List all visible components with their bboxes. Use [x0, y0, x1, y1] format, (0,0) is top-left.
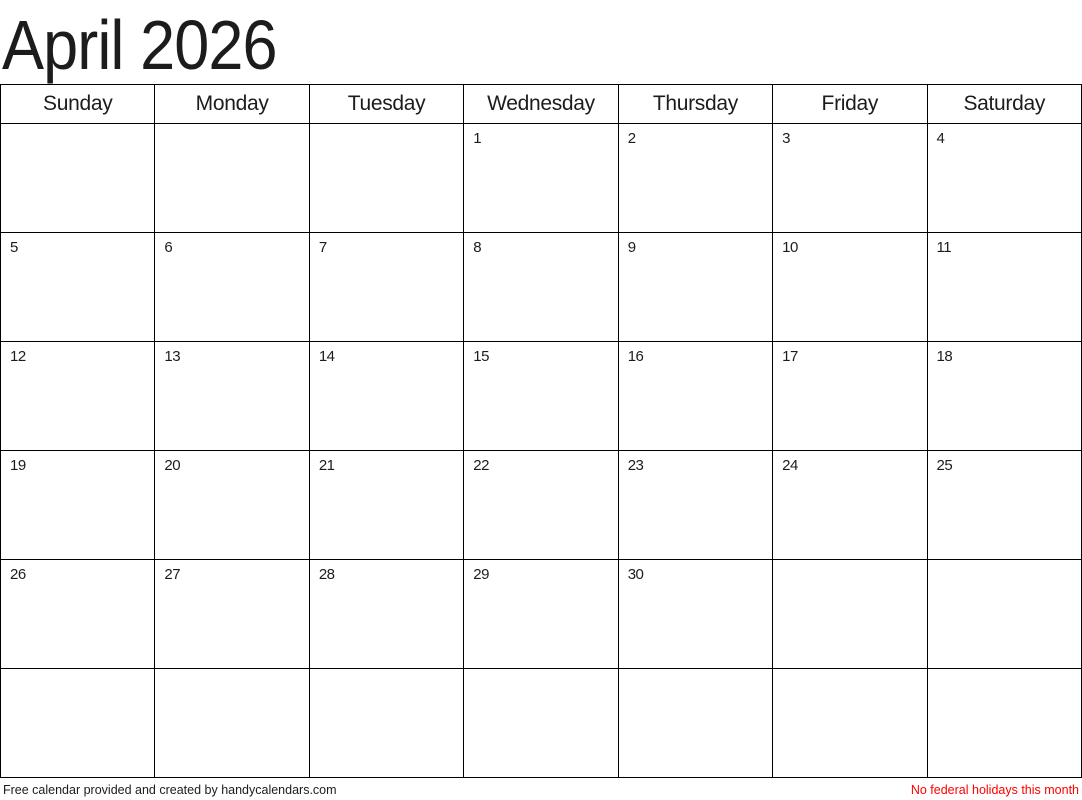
- calendar-cell: [773, 342, 927, 451]
- calendar-cell: [155, 342, 309, 451]
- day-number: 21: [318, 457, 335, 474]
- calendar-cell: [309, 233, 463, 342]
- day-number: 2: [627, 130, 636, 147]
- weekday-header-row: [1, 85, 1082, 124]
- calendar-cell: [927, 124, 1081, 233]
- footer-credit-text: Free calendar provided and created by handycalendars.com: [3, 783, 337, 797]
- calendar-cell: [1, 560, 155, 669]
- calendar-cell: [773, 124, 927, 233]
- calendar-cell: [618, 124, 772, 233]
- weekday-header-wednesday: Wednesday: [464, 85, 618, 124]
- calendar-cell: [1, 342, 155, 451]
- calendar-cell: [927, 669, 1081, 778]
- calendar-week-row: [1, 233, 1082, 342]
- calendar-cell: [155, 124, 309, 233]
- day-number: 29: [473, 566, 489, 583]
- day-number: 4: [936, 130, 945, 147]
- calendar-cell: [464, 342, 618, 451]
- footer: [0, 783, 1082, 800]
- day-number: 27: [164, 566, 181, 583]
- calendar-cell: [155, 669, 309, 778]
- day-number: 20: [164, 457, 181, 474]
- calendar-cell: [773, 451, 927, 560]
- weekday-header-saturday: Saturday: [927, 85, 1081, 124]
- day-number: 24: [782, 457, 798, 474]
- calendar-cell: [464, 560, 618, 669]
- calendar-week-row: [1, 342, 1082, 451]
- day-number: 7: [318, 239, 327, 256]
- footer-holiday-note: No federal holidays this month: [910, 783, 1079, 797]
- day-number: 8: [473, 239, 482, 256]
- day-number: 16: [627, 348, 644, 365]
- calendar-week-row: [1, 451, 1082, 560]
- page-title: April 2026: [2, 6, 277, 84]
- day-number: 28: [318, 566, 335, 583]
- calendar-cell: [1, 669, 155, 778]
- day-number: 22: [473, 457, 489, 474]
- day-number: 5: [10, 239, 18, 256]
- day-number: 17: [782, 348, 798, 365]
- calendar-cell: [464, 451, 618, 560]
- calendar-week-row: [1, 669, 1082, 778]
- calendar-cell: [927, 233, 1081, 342]
- calendar-cell: [927, 451, 1081, 560]
- calendar-cell: [618, 560, 772, 669]
- day-number: 15: [473, 348, 489, 365]
- day-number: 25: [936, 457, 953, 474]
- weekday-header-sunday: Sunday: [1, 85, 155, 124]
- day-number: 23: [627, 457, 644, 474]
- day-number: 26: [10, 566, 26, 583]
- calendar-cell: [155, 560, 309, 669]
- calendar-cell: [1, 451, 155, 560]
- day-number: 14: [318, 348, 335, 365]
- calendar-cell: [927, 342, 1081, 451]
- calendar-cell: [464, 669, 618, 778]
- calendar-cell: [1, 233, 155, 342]
- calendar-cell: [618, 233, 772, 342]
- day-number: 13: [164, 348, 181, 365]
- calendar-cell: [618, 669, 772, 778]
- weekday-header-tuesday: Tuesday: [309, 85, 463, 124]
- calendar-cell: [773, 669, 927, 778]
- calendar-cell: [155, 451, 309, 560]
- calendar-cell: [155, 233, 309, 342]
- calendar-cell: [309, 669, 463, 778]
- day-number: 9: [627, 239, 636, 256]
- calendar-cell: [309, 560, 463, 669]
- calendar-week-row: [1, 560, 1082, 669]
- day-number: 6: [164, 239, 173, 256]
- calendar-cell: [309, 451, 463, 560]
- day-number: 3: [782, 130, 790, 147]
- weekday-header-friday: Friday: [773, 85, 927, 124]
- calendar-cell: [464, 124, 618, 233]
- calendar-cell: [773, 560, 927, 669]
- calendar-cell: [773, 233, 927, 342]
- day-number: 11: [936, 239, 952, 256]
- calendar-grid: [0, 84, 1082, 778]
- weekday-header-monday: Monday: [155, 85, 309, 124]
- day-number: 10: [782, 239, 798, 256]
- day-number: 18: [936, 348, 953, 365]
- calendar-cell: [309, 124, 463, 233]
- day-number: 30: [627, 566, 644, 583]
- calendar-cell: [618, 342, 772, 451]
- calendar-cell: [309, 342, 463, 451]
- calendar-cell: [1, 124, 155, 233]
- calendar-cell: [927, 560, 1081, 669]
- calendar-week-row: [1, 124, 1082, 233]
- day-number: 19: [10, 457, 26, 474]
- weekday-header-thursday: Thursday: [618, 85, 772, 124]
- day-number: 1: [473, 130, 482, 147]
- day-number: 12: [10, 348, 26, 365]
- calendar-cell: [618, 451, 772, 560]
- calendar-cell: [464, 233, 618, 342]
